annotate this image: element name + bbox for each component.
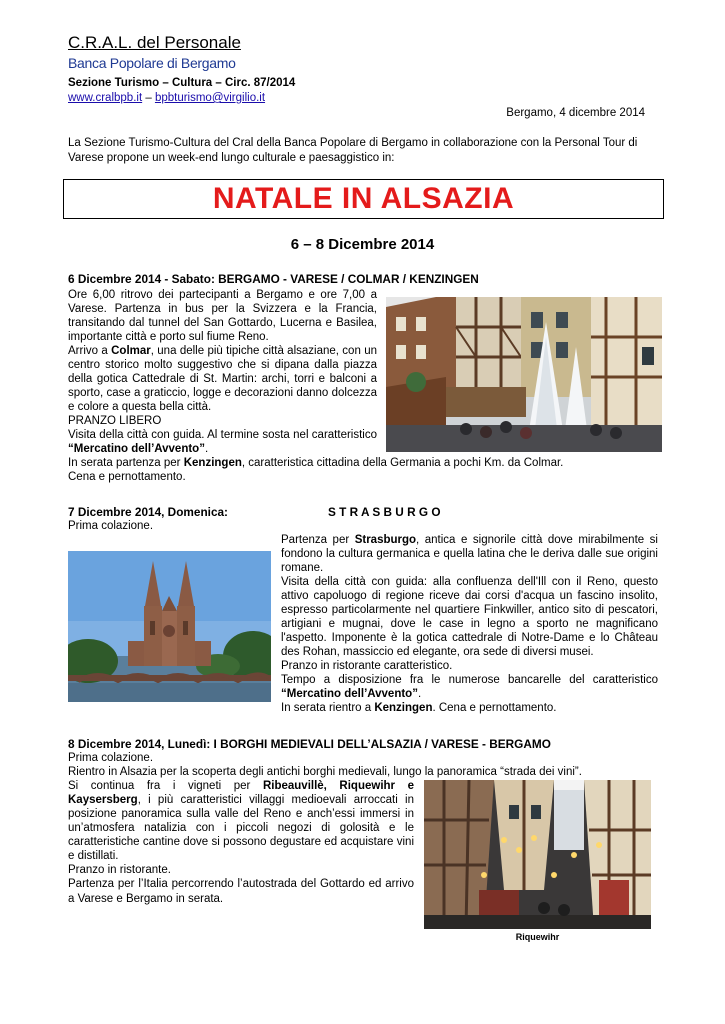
circular-reference: Sezione Turismo – Cultura – Circ. 87/2014 xyxy=(68,77,296,89)
day2-heading-date: 7 Dicembre 2014, Domenica: xyxy=(68,505,228,519)
day3-paragraph-4: Pranzo in ristorante. xyxy=(68,864,171,876)
day1-text-bottom xyxy=(68,456,668,484)
letter-date: Bergamo, 4 dicembre 2014 xyxy=(506,107,645,119)
day1-text-column xyxy=(68,288,377,456)
day1-heading: 6 Dicembre 2014 - Sabato: BERGAMO - VARESE / COLMAR / KENZINGEN xyxy=(68,272,479,286)
day2-paragraph-6: In serata rientro a Kenzingen. Cena e pernottamento. xyxy=(281,702,557,714)
colmar-christmas-market-image xyxy=(386,297,662,452)
title-box xyxy=(63,179,664,219)
strasbourg-photo xyxy=(68,551,271,702)
day1-paragraph-1: Ore 6,00 ritrovo dei partecipanti a Bergamo e ore 7,00 a Varese. Partenza in bus per la Svizzera e la Francia, transitando dal tunnel del San Gottardo, Lucerna e Basilea, importante città e porto sul fiume Reno. xyxy=(68,289,377,343)
day3-paragraph-1: Prima colazione. xyxy=(68,752,154,764)
link-separator: – xyxy=(142,92,155,104)
riquewihr-street-image xyxy=(424,780,651,929)
bank-name: Banca Popolare di Bergamo xyxy=(68,55,236,71)
day3-paragraph-5: Partenza per l’Italia percorrendo l’autostrada del Gottardo ed arrivo a Varese e Bergamo in serata. xyxy=(68,878,414,905)
day1-paragraph-3: PRANZO LIBERO xyxy=(68,415,162,427)
villages-names: Ribeauvillè, Riquewihr e Kaysersberg xyxy=(68,780,414,806)
mercatino-name: “Mercatino dell’Avvento” xyxy=(68,443,205,455)
day3-paragraph-3: Si continua fra i vigneti per Ribeauvillè, Riquewihr e Kaysersberg, i più caratteristici villaggi medioevali arroccati in posizione panoramica sulla valle del Reno e anch’essi immersi in un’atmosfera natalizia con i piccoli negozi di golosità e le caratteristiche cantine dove si possono degustare ed acquistare vini e distillati. xyxy=(68,780,414,862)
colmar-photo xyxy=(386,297,662,452)
strasburgo-name: Strasburgo xyxy=(354,534,417,546)
mercatino-name-2: “Mercatino dell’Avvento” xyxy=(281,688,418,700)
day2-text-top xyxy=(68,519,668,533)
organization-name: C.R.A.L. del Personale xyxy=(68,33,241,52)
day3-text-column xyxy=(68,779,414,907)
day3-text-top xyxy=(68,751,668,779)
day1-paragraph-4: Visita della città con guida. Al termine sosta nel caratteristico “Mercatino dell’Avvento”. xyxy=(68,429,377,455)
day3-paragraph-2: Rientro in Alsazia per la scoperta degli antichi borghi medievali, lungo la panoramica “strada dei vini”. xyxy=(68,766,582,778)
kenzingen-name: Kenzingen xyxy=(183,457,242,469)
day1-paragraph-2: Arrivo a Colmar, una delle più tipiche città alsaziane, con un centro storico molto suggestivo che si dipana dalla piazza della gotica Cattedrale di St. Martin: archi, torri e balconi a sporto, case a graticcio, logge e decorazioni danno dolcezza e colore a questa bella città. xyxy=(68,345,377,413)
day2-paragraph-5: Tempo a disposizione fra le numerose bancarelle del caratteristico “Mercatino dell’Avvento”. xyxy=(281,674,658,700)
kenzingen-name-2: Kenzingen xyxy=(374,702,433,714)
day2-heading-city: S T R A S B U R G O xyxy=(328,505,441,519)
day2-paragraph-1: Prima colazione. xyxy=(68,520,154,532)
day3-heading: 8 Dicembre 2014, Lunedì: I BORGHI MEDIEVALI DELL’ALSAZIA / VARESE - BERGAMO xyxy=(68,737,551,751)
church-image xyxy=(68,551,271,702)
photo-caption: Riquewihr xyxy=(515,932,560,942)
day2-paragraph-2-wrap: Partenza per Strasburgo, antica e signorile città dove mirabilmente si fondono la cultura germanica e quella latina che le deriva dalle sue origini romane. Visita della città con guida: alla confluenza dell'Ill con il Reno, questo attivo capoluogo di regione riceve dai corsi d'acqua un fascino insolito, espresso particolarmente nel quartiere Finkwiller, antico sito di pescatori, artigiani e mugnai, dove le case in legno a sporto ne magnificano l'aspetto. Imponente è la gotica cattedrale di Notre-Dame e lo Château des Rohan, massiccio ed elegante, ora sede di diversi musei. Pranzo in ristorante caratteristico. Tempo a disposizione fra le numerose bancarelle del caratteristico “Mercatino dell’Avvento”. In serata rientro a Kenzingen. Cena e pernottamento. xyxy=(68,533,658,715)
trip-dates: 6 – 8 Dicembre 2014 xyxy=(290,236,435,253)
email-link[interactable]: bpbturismo@virgilio.it xyxy=(154,92,266,104)
contact-links xyxy=(68,92,265,104)
page-title: NATALE IN ALSAZIA xyxy=(212,182,515,215)
day1-paragraph-5: In serata partenza per Kenzingen, caratteristica cittadina della Germania a pochi Km. da Colmar. xyxy=(68,457,564,469)
website-link[interactable]: www.cralbpb.it xyxy=(68,92,143,104)
day2-paragraph-3: Visita della città con guida: alla confluenza dell'Ill con il Reno, questo attivo capoluogo di regione riceve dai corsi d'acqua un fascino insolito, espresso particolarmente nel quartiere Finkwiller, antico sito di pescatori, artigiani e mugnai, dove le case in legno a sporto ne magnificano l'aspetto. Imponente è la gotica cattedrale di Notre-Dame e lo Château des Rohan, massiccio ed elegante, ora sede di diversi musei. xyxy=(281,576,658,658)
colmar-name: Colmar xyxy=(111,345,151,357)
day1-paragraph-6: Cena e pernottamento. xyxy=(68,471,186,483)
day2-paragraph-4: Pranzo in ristorante caratteristico. xyxy=(281,660,453,672)
riquewihr-photo xyxy=(424,780,651,929)
intro-paragraph: La Sezione Turismo-Cultura del Cral della Banca Popolare di Bergamo in collaborazione con la Personal Tour di Varese propone un week-end lungo culturale e paesaggistico in: xyxy=(68,137,638,164)
